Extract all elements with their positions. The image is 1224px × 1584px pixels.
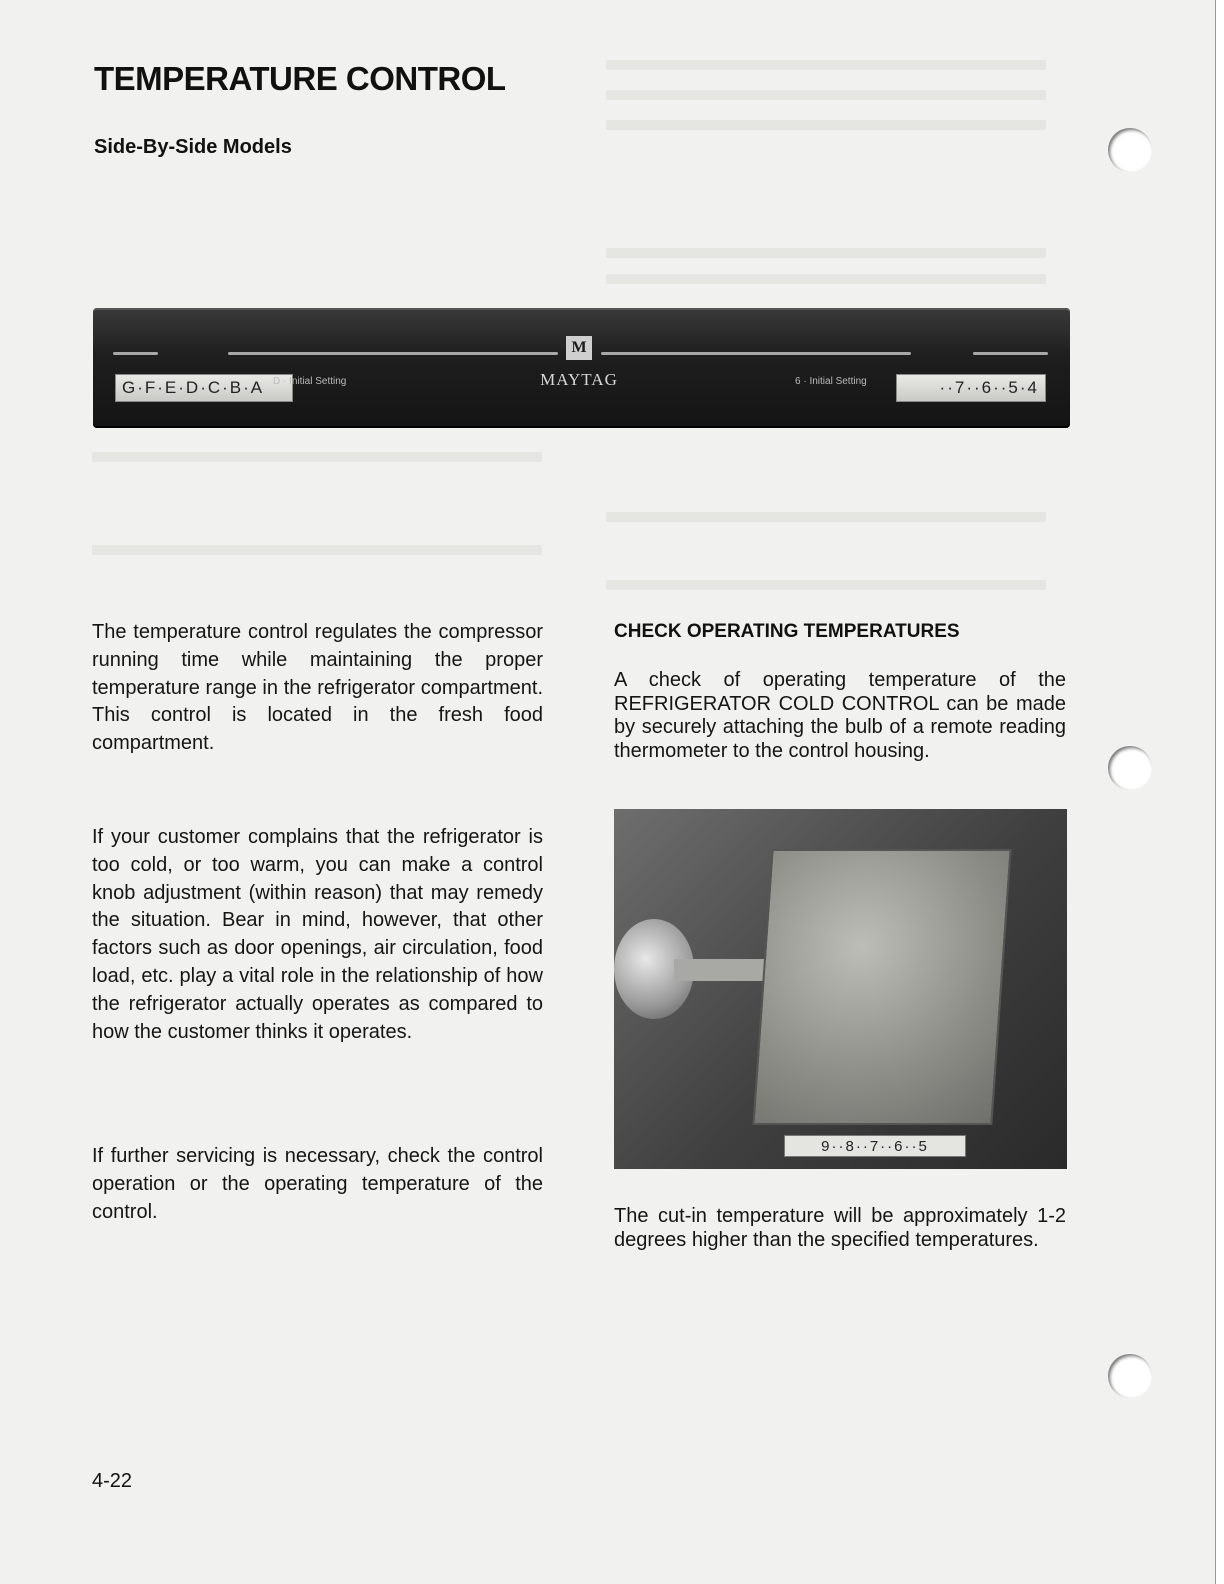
bleed-through-line — [92, 452, 542, 462]
section-subtitle: Side-By-Side Models — [94, 136, 292, 158]
refrigerator-dial: ··7··6··5·4 — [896, 374, 1046, 402]
maytag-logo-icon: M — [566, 336, 592, 360]
page-edge — [1215, 0, 1224, 1584]
control-housing — [752, 849, 1011, 1125]
check-temperatures-heading: CHECK OPERATING TEMPERATURES — [614, 621, 960, 642]
binder-hole — [1108, 1354, 1152, 1398]
intro-paragraph: The temperature control regulates the compressor running time while maintaining the proper temperature range in the refrigerator compartment. This control is located in the fresh food compartment. — [92, 621, 543, 755]
panel-trim — [228, 352, 558, 355]
bleed-through-line — [606, 248, 1046, 258]
bleed-through-line — [606, 512, 1046, 522]
servicing-paragraph: If further servicing is necessary, check the control operation or the operating temperature of the control. — [92, 1145, 543, 1223]
check-intro-paragraph: A check of operating temperature of the REFRIGERATOR COLD CONTROL can be made by securely attaching the bulb of a remote reading thermometer to the control housing. — [614, 669, 1066, 762]
bleed-through-line — [606, 120, 1046, 130]
binder-hole — [1108, 128, 1152, 172]
page-title: TEMPERATURE CONTROL — [94, 60, 506, 97]
bleed-through-line — [606, 60, 1046, 70]
bleed-through-line — [606, 90, 1046, 100]
panel-trim — [601, 352, 911, 355]
cut-in-note: The cut-in temperature will be approximately 1-2 degrees higher than the specified temperatures. — [614, 1205, 1066, 1251]
panel-trim — [973, 352, 1048, 355]
bleed-through-line — [606, 580, 1046, 590]
bleed-through-line — [92, 545, 542, 555]
binder-hole — [1108, 746, 1152, 790]
bleed-through-line — [606, 274, 1046, 284]
refrigerator-setting-label: 6 · Initial Setting — [795, 376, 867, 387]
control-panel-image — [93, 308, 1070, 428]
adjustment-paragraph: If your customer complains that the refrigerator is too cold, or too warm, you can make a control knob adjustment (within reason) that may remedy the situation. Bear in mind, however, that other factors such as door openings, air circulation, food load, etc. play a vital role in the relationship of how the refrigerator actually operates as compared to how the customer thinks it operates. — [92, 826, 543, 1043]
freezer-dial: G·F·E·D·C·B·A — [115, 374, 293, 402]
panel-trim — [113, 352, 158, 355]
photo-dial-scale: 9··8··7··6··5 — [784, 1135, 966, 1157]
control-housing-photo — [614, 809, 1067, 1169]
freezer-setting-label: D · Initial Setting — [273, 376, 347, 387]
page-number: 4-22 — [92, 1470, 133, 1492]
brand-name: MAYTAG — [540, 370, 618, 389]
